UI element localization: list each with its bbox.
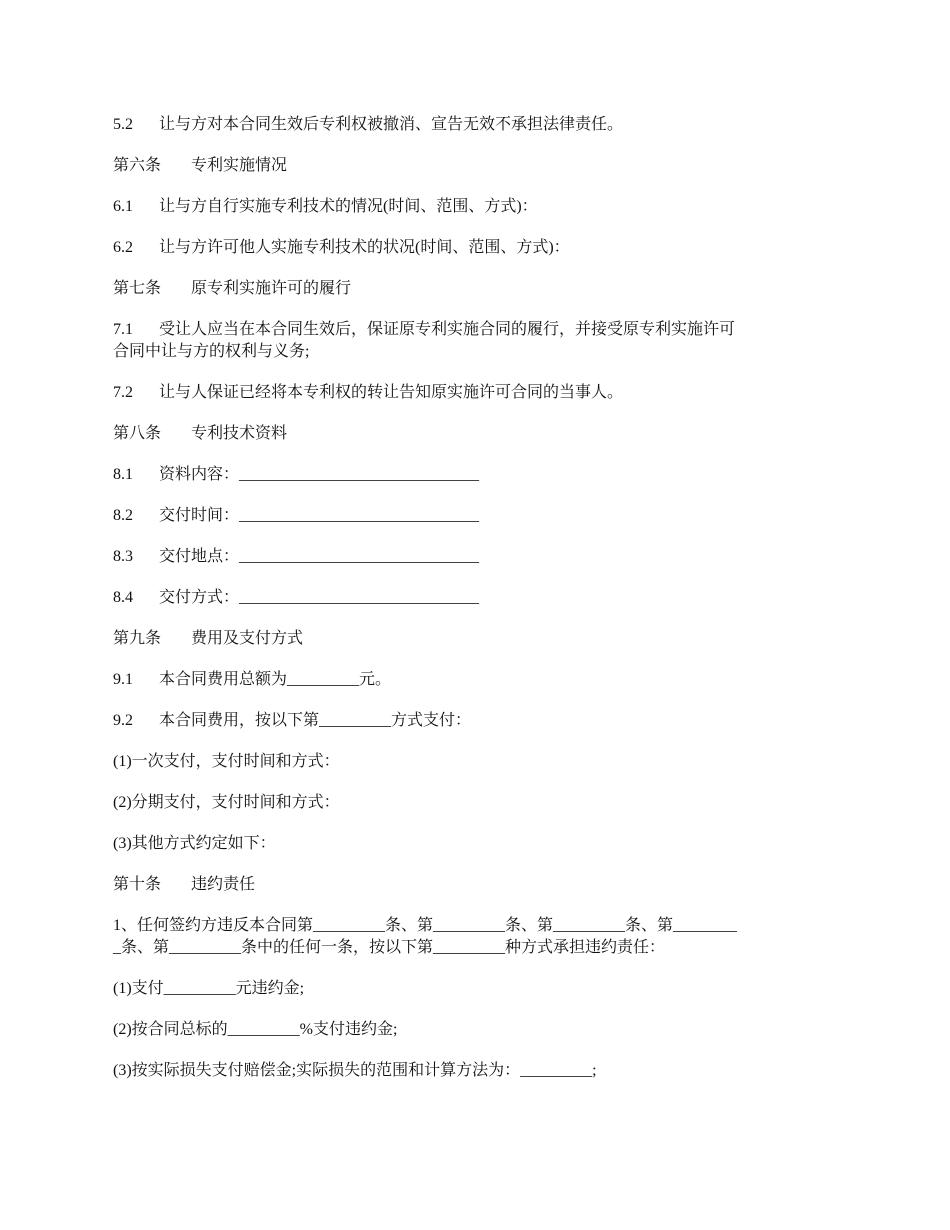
payment-option-3	[113, 833, 276, 855]
clause-number: 6.2	[113, 239, 133, 256]
clause-number: 8.3	[113, 548, 133, 565]
article-title: 原专利实施许可的履行	[191, 280, 352, 297]
clause-7-1-continued	[113, 341, 309, 363]
article-title: 违约责任	[191, 876, 256, 893]
article-8-heading	[113, 423, 287, 445]
option-text: (1)支付_________元违约金;	[113, 980, 305, 997]
clause-7-1	[113, 319, 735, 341]
breach-option-2	[113, 1019, 397, 1041]
clause-text: 合同中让与方的权利与义务;	[113, 343, 310, 360]
clause-text: 让与方对本合同生效后专利权被撤消、宣告无效不承担法律责任。	[159, 116, 624, 133]
article-9-heading	[113, 628, 303, 650]
clause-text: 受让人应当在本合同生效后，保证原专利实施合同的履行，并接受原专利实施许可	[159, 321, 736, 338]
clause-8-3	[113, 546, 479, 568]
article-title: 专利实施情况	[191, 157, 288, 174]
clause-8-4	[113, 587, 479, 609]
clause-8-2	[113, 505, 479, 527]
clause-7-2	[113, 382, 623, 404]
clause-number: 8.4	[113, 589, 133, 606]
clause-number: 8.2	[113, 507, 133, 524]
option-text: (3)其他方式约定如下：	[113, 835, 276, 852]
article-number: 第七条	[113, 280, 162, 297]
payment-option-2	[113, 792, 340, 814]
article-7-heading	[113, 278, 351, 300]
clause-text: _条、第_________条中的任何一条，按以下第_________种方式承担违约责任：	[113, 939, 666, 956]
clause-6-2	[113, 237, 570, 259]
article-6-heading	[113, 155, 287, 177]
article-number: 第八条	[113, 425, 162, 442]
clause-text: 资料内容：______________________________	[159, 466, 480, 483]
clause-text: 交付方式：______________________________	[159, 589, 480, 606]
clause-text: 本合同费用，按以下第_________方式支付：	[159, 712, 472, 729]
option-text: (1)一次支付，支付时间和方式：	[113, 753, 340, 770]
clause-text: 1、任何签约方违反本合同第_________条、第_________条、第_________条、第________	[113, 917, 738, 934]
clause-8-1	[113, 464, 479, 486]
clause-6-1	[113, 196, 538, 218]
clause-5-2	[113, 114, 623, 136]
article-number: 第九条	[113, 630, 162, 647]
clause-text: 交付地点：______________________________	[159, 548, 480, 565]
clause-text: 让与方许可他人实施专利技术的状况(时间、范围、方式)：	[159, 239, 570, 256]
clause-number: 6.1	[113, 198, 133, 215]
breach-option-1	[113, 978, 304, 1000]
clause-number: 8.1	[113, 466, 133, 483]
clause-9-2	[113, 710, 471, 732]
option-text: (2)按合同总标的_________%支付违约金;	[113, 1021, 398, 1038]
clause-number: 5.2	[113, 116, 133, 133]
clause-number: 7.1	[113, 321, 133, 338]
article-number: 第六条	[113, 157, 162, 174]
option-text: (2)分期支付，支付时间和方式：	[113, 794, 340, 811]
clause-10-1	[113, 915, 737, 937]
clause-number: 9.1	[113, 671, 133, 688]
clause-number: 7.2	[113, 384, 133, 401]
breach-option-3	[113, 1060, 597, 1082]
article-title: 费用及支付方式	[191, 630, 304, 647]
clause-number: 9.2	[113, 712, 133, 729]
clause-10-1-continued	[113, 937, 665, 959]
clause-text: 让与方自行实施专利技术的情况(时间、范围、方式)：	[159, 198, 538, 215]
clause-text: 让与人保证已经将本专利权的转让告知原实施许可合同的当事人。	[159, 384, 624, 401]
article-title: 专利技术资料	[191, 425, 288, 442]
article-number: 第十条	[113, 876, 162, 893]
clause-text: 交付时间：______________________________	[159, 507, 480, 524]
clause-9-1	[113, 669, 391, 691]
payment-option-1	[113, 751, 340, 773]
option-text: (3)按实际损失支付赔偿金;实际损失的范围和计算方法为：_________;	[113, 1062, 597, 1079]
article-10-heading	[113, 874, 255, 896]
clause-text: 本合同费用总额为_________元。	[159, 671, 392, 688]
